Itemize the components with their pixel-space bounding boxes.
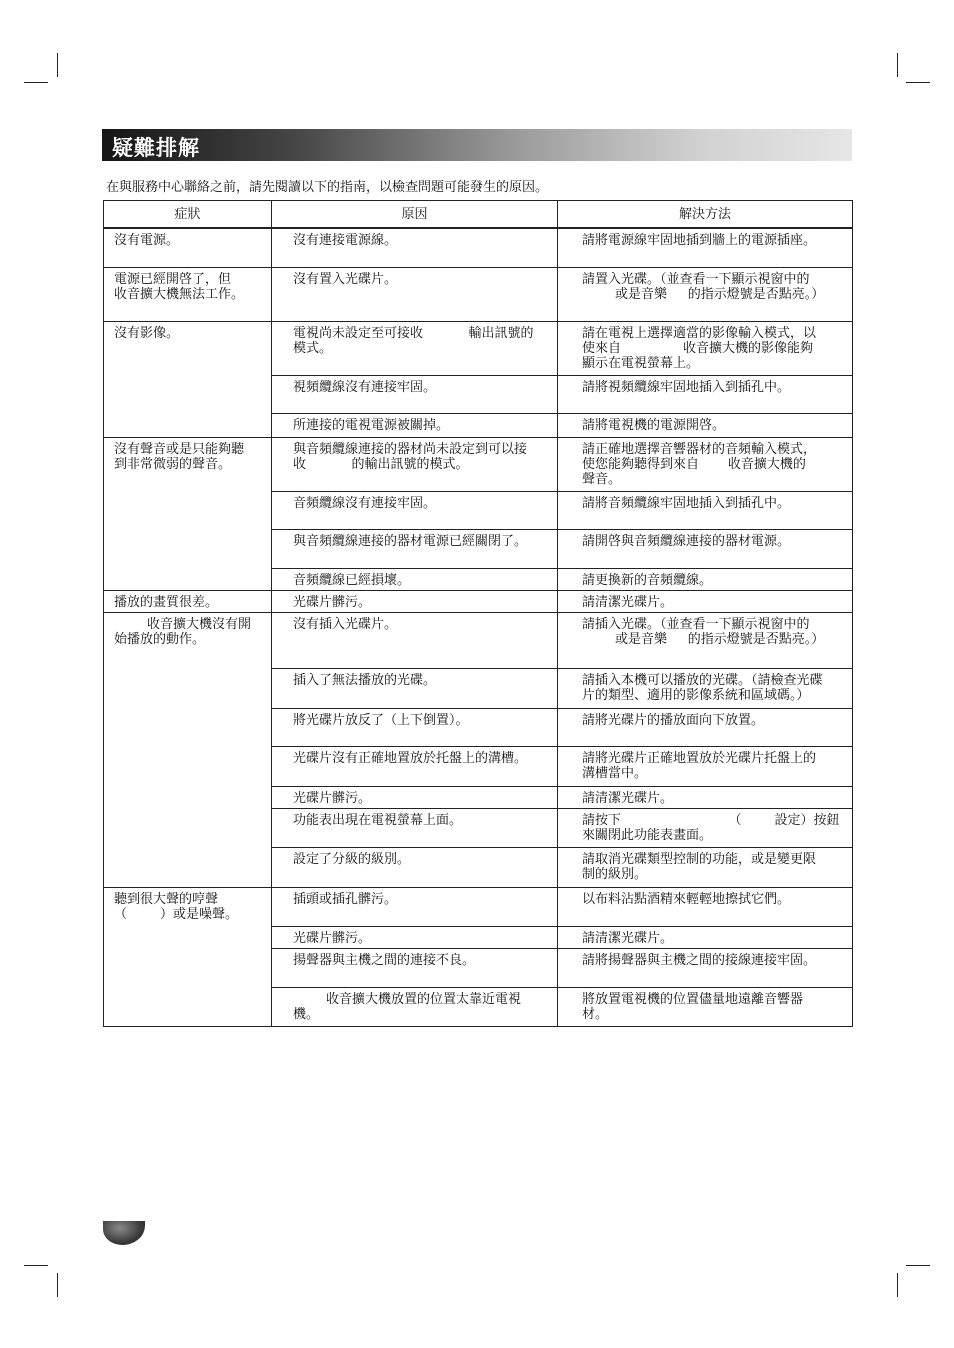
solution-cell: 請將光碟片的播放面向下放置。 <box>558 708 853 746</box>
solution-cell: 請插入本機可以播放的光碟。（請檢查光碟 片的類型、適用的影像系統和區域碼。） <box>558 668 853 708</box>
symptom-cell: 沒有電源。 <box>104 228 272 267</box>
table-row <box>104 612 853 668</box>
table-row <box>104 267 853 321</box>
table-header-row <box>104 201 853 229</box>
cause-cell: 光碟片髒污。 <box>272 926 558 948</box>
solution-cell: 請將光碟片正確地置放於光碟片托盤上的 溝槽當中。 <box>558 746 853 786</box>
header-solution: 解決方法 <box>558 201 853 229</box>
solution-cell: 請將電視機的電源開啓。 <box>558 413 853 437</box>
header-cause: 原因 <box>272 201 558 229</box>
cause-cell: 光碟片髒污。 <box>272 786 558 808</box>
crop-mark <box>24 82 48 83</box>
table-row <box>104 590 853 612</box>
cause-cell: 光碟片髒污。 <box>272 590 558 612</box>
solution-cell: 請將揚聲器與主機之間的接線連接牢固。 <box>558 948 853 987</box>
solution-cell: 請正確地選擇音響器材的音頻輸入模式， 使您能夠聽得到來自 收音擴大機的 聲音。 <box>558 437 853 491</box>
header-symptom: 症狀 <box>104 201 272 229</box>
solution-cell: 請置入光碟。（並查看一下顯示視窗中的 或是音樂 的指示燈號是否點亮。） <box>558 267 853 321</box>
page-title: 疑難排解 <box>112 136 200 160</box>
cause-cell: 沒有連接電源線。 <box>272 228 558 267</box>
solution-cell: 請將電源線牢固地插到牆上的電源插座。 <box>558 228 853 267</box>
cause-cell: 設定了分級的級別。 <box>272 847 558 887</box>
cause-cell: 音頻纜線已經損壞。 <box>272 568 558 590</box>
solution-cell: 請清潔光碟片。 <box>558 926 853 948</box>
symptom-cell: 電源已經開啓了，但 收音擴大機無法工作。 <box>104 267 272 321</box>
solution-cell: 請將音頻纜線牢固地插入到插孔中。 <box>558 491 853 529</box>
symptom-cell: 沒有聲音或是只能夠聽 到非常微弱的聲音。 <box>104 437 272 590</box>
cause-cell: 收音擴大機放置的位置太靠近電視 機。 <box>272 987 558 1026</box>
symptom-cell: 沒有影像。 <box>104 321 272 437</box>
table-body <box>104 228 853 1026</box>
crop-mark <box>57 1273 58 1297</box>
section-title-bar <box>102 129 852 161</box>
intro-text: 在與服務中心聯絡之前，請先閱讀以下的指南，以檢查問題可能發生的原因。 <box>106 180 549 195</box>
solution-cell: 將放置電視機的位置儘量地遠離音響器 材。 <box>558 987 853 1026</box>
crop-mark <box>24 1265 48 1266</box>
solution-cell: 請插入光碟。（並查看一下顯示視窗中的 或是音樂 的指示燈號是否點亮。） <box>558 612 853 668</box>
solution-cell: 請清潔光碟片。 <box>558 786 853 808</box>
troubleshooting-table <box>103 200 853 1027</box>
table-row <box>104 887 853 926</box>
solution-cell: 請在電視上選擇適當的影像輸入模式，以 使來自 收音擴大機的影像能夠 顯示在電視螢幕上。 <box>558 321 853 375</box>
table-row <box>104 228 853 267</box>
solution-cell: 請取消光碟類型控制的功能，或是變更限 制的級別。 <box>558 847 853 887</box>
table-row <box>104 437 853 491</box>
cause-cell: 與音頻纜線連接的器材尚未設定到可以接 收 的輸出訊號的模式。 <box>272 437 558 491</box>
crop-mark <box>897 1273 898 1297</box>
solution-cell: 請將視頻纜線牢固地插入到插孔中。 <box>558 375 853 413</box>
symptom-cell: 收音擴大機沒有開 始播放的動作。 <box>104 612 272 887</box>
cause-cell: 音頻纜線沒有連接牢固。 <box>272 491 558 529</box>
cause-cell: 與音頻纜線連接的器材電源已經關閉了。 <box>272 529 558 568</box>
crop-mark <box>897 53 898 77</box>
solution-cell: 請開啓與音頻纜線連接的器材電源。 <box>558 529 853 568</box>
solution-cell: 以布料沾點酒精來輕輕地擦拭它們。 <box>558 887 853 926</box>
cause-cell: 將光碟片放反了（上下倒置）。 <box>272 708 558 746</box>
symptom-cell: 播放的畫質很差。 <box>104 590 272 612</box>
cause-cell: 光碟片沒有正確地置放於托盤上的溝槽。 <box>272 746 558 786</box>
cause-cell: 沒有插入光碟片。 <box>272 612 558 668</box>
cause-cell: 視頻纜線沒有連接牢固。 <box>272 375 558 413</box>
solution-cell: 請清潔光碟片。 <box>558 590 853 612</box>
table-row <box>104 321 853 375</box>
cause-cell: 電視尚未設定至可接收 輸出訊號的 模式。 <box>272 321 558 375</box>
page-number-tab <box>103 1221 145 1245</box>
cause-cell: 功能表出現在電視螢幕上面。 <box>272 808 558 847</box>
crop-mark <box>57 53 58 77</box>
cause-cell: 沒有置入光碟片。 <box>272 267 558 321</box>
cause-cell: 所連接的電視電源被關掉。 <box>272 413 558 437</box>
cause-cell: 插入了無法播放的光碟。 <box>272 668 558 708</box>
solution-cell: 請按下 （ 設定）按鈕 來關閉此功能表畫面。 <box>558 808 853 847</box>
crop-mark <box>906 82 930 83</box>
crop-mark <box>906 1265 930 1266</box>
cause-cell: 揚聲器與主機之間的連接不良。 <box>272 948 558 987</box>
cause-cell: 插頭或插孔髒污。 <box>272 887 558 926</box>
solution-cell: 請更換新的音頻纜線。 <box>558 568 853 590</box>
symptom-cell: 聽到很大聲的哼聲 （ ）或是噪聲。 <box>104 887 272 1026</box>
